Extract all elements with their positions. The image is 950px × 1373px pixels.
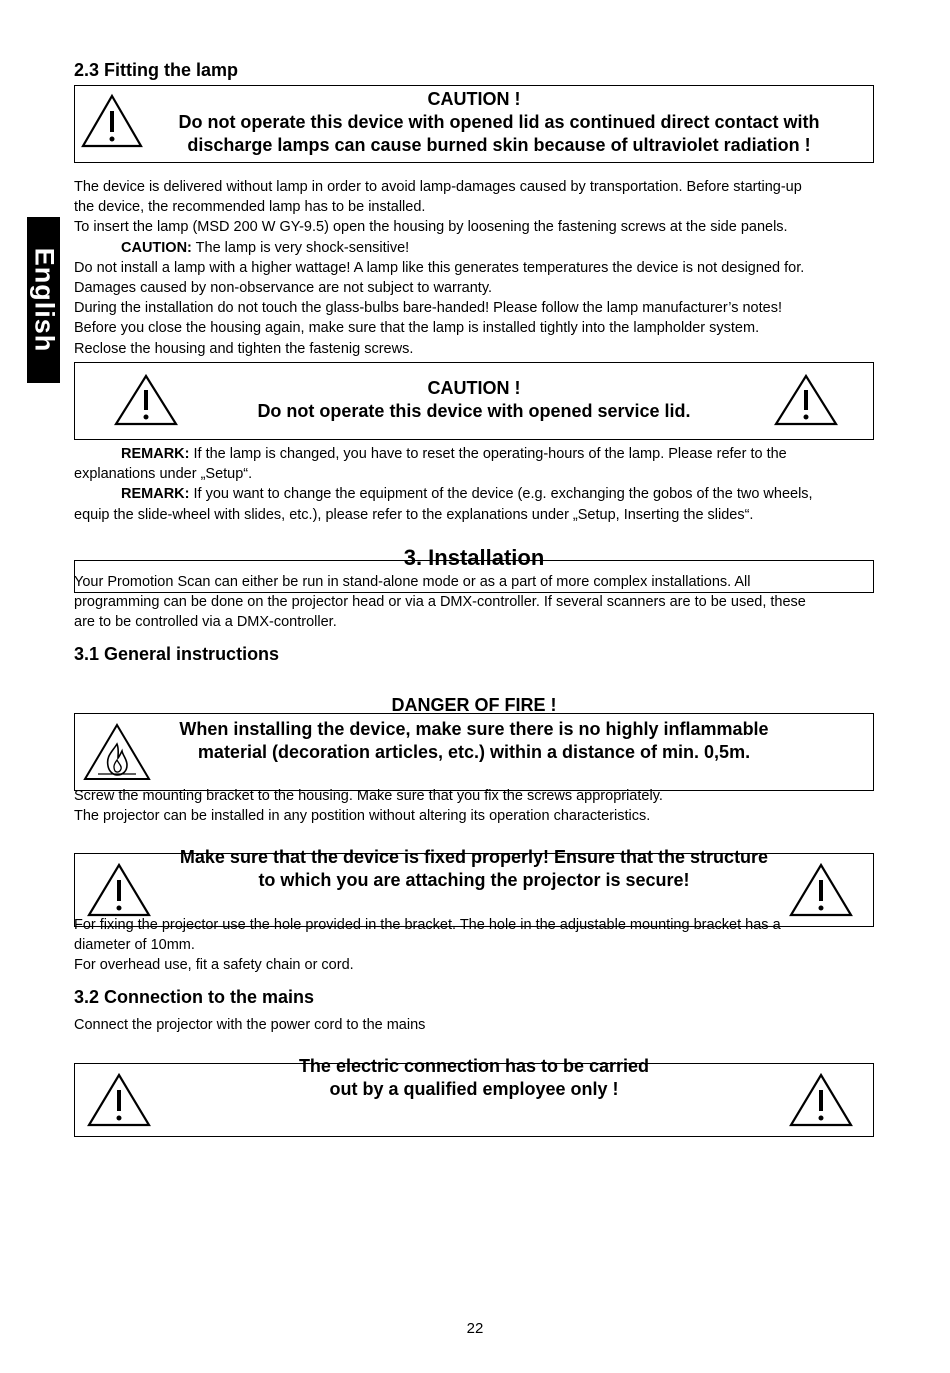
text-line: Damages caused by non-observance are not subject to warranty. <box>74 280 493 297</box>
text-line: the device, the recommended lamp has to be installed. <box>74 199 426 216</box>
lamp-instructions <box>74 177 804 359</box>
remark-text: If the lamp is changed, you have to reset the operating-hours of the lamp. Please refer to the <box>189 446 787 462</box>
remark-label: REMARK: <box>121 446 190 462</box>
caution-label: CAUTION: <box>121 239 192 256</box>
fixing-warning-text <box>74 846 874 892</box>
text-line: Your Promotion Scan can either be run in stand-alone mode or as a part of more complex installations. All <box>74 574 751 590</box>
caution-line: discharge lamps can cause burned skin because of ultraviolet radiation ! <box>187 135 811 155</box>
page-number: 22 <box>466 1320 484 1337</box>
text-line: The projector can be installed in any postition without altering its operation characteristics. <box>74 808 651 825</box>
section-heading-2-3: 2.3 Fitting the lamp <box>74 60 239 80</box>
caution-box-lid-text <box>74 88 874 157</box>
electric-warning-text <box>74 1055 874 1101</box>
text-line: To insert the lamp (MSD 200 W GY-9.5) open the housing by loosening the fastening screws at the side panels. <box>74 219 788 236</box>
text-line: explanations under „Setup“. <box>74 466 253 483</box>
caution-title: CAUTION ! <box>427 89 521 109</box>
warning-line: The electric connection has to be carried <box>298 1056 650 1076</box>
warning-line: Make sure that the device is fixed properly! Ensure that the structure <box>179 847 769 867</box>
text-line: For fixing the projector use the hole provided in the bracket. The hole in the adjustable mounting bracket has a <box>74 917 781 933</box>
caution-text: The lamp is very shock-sensitive! <box>191 239 410 256</box>
caution-line: Do not operate this device with opened lid as continued direct contact with <box>178 112 820 132</box>
remark-label: REMARK: <box>121 486 190 503</box>
caution-box-service-lid-text <box>74 377 874 423</box>
text-line: Screw the mounting bracket to the housing. Make sure that you fix the screws appropriately. <box>74 788 663 804</box>
text-line: Connect the projector with the power cord to the mains <box>74 1017 426 1033</box>
text-line <box>74 484 813 504</box>
warning-line: out by a qualified employee only ! <box>329 1079 619 1099</box>
text-line: equip the slide-wheel with slides, etc.), please refer to the explanations under „Setup, Inserting the slides“. <box>74 506 754 523</box>
warning-line: to which you are attaching the projector is secure! <box>258 870 690 890</box>
mains-text <box>74 1015 425 1035</box>
section-heading-3-1: 3.1 General instructions <box>74 644 280 664</box>
text-line: Do not install a lamp with a higher wattage! A lamp like this generates temperatures the device is not designed for. <box>74 259 805 276</box>
text-line: programming can be done on the projector head or via a DMX-controller. If several scanners are to be used, these <box>74 594 806 611</box>
remarks <box>74 444 813 525</box>
section-heading-3-2: 3.2 Connection to the mains <box>74 987 315 1007</box>
language-tab-label: English <box>29 247 59 353</box>
text-line: diameter of 10mm. <box>74 937 195 954</box>
danger-title: DANGER OF FIRE ! <box>391 695 557 715</box>
danger-line: material (decoration articles, etc.) within a distance of min. 0,5m. <box>197 742 751 762</box>
text-line <box>74 444 813 464</box>
text-line: are to be controlled via a DMX-controller. <box>74 614 337 631</box>
text-line: Reclose the housing and tighten the fastenig screws. <box>74 340 414 357</box>
text-line: During the installation do not touch the glass-bulbs bare-handed! Please follow the lamp manufacturer’s notes! <box>74 300 782 317</box>
text-line <box>74 238 804 258</box>
text-line: The device is delivered without lamp in order to avoid lamp-damages caused by transportation. Before starting-up <box>74 179 802 195</box>
installation-intro <box>74 572 806 633</box>
section-heading-3: 3. Installation <box>403 545 545 570</box>
text-line: For overhead use, fit a safety chain or cord. <box>74 957 354 974</box>
fixing-text <box>74 915 781 976</box>
language-tab <box>27 217 60 383</box>
mounting-text <box>74 786 663 826</box>
caution-title: CAUTION ! <box>427 378 521 398</box>
remark-text: If you want to change the equipment of the device (e.g. exchanging the gobos of the two wheels, <box>189 486 813 503</box>
danger-text <box>74 718 874 764</box>
danger-line: When installing the device, make sure there is no highly inflammable <box>179 719 769 739</box>
caution-line: Do not operate this device with opened service lid. <box>257 401 691 421</box>
text-line: Before you close the housing again, make sure that the lamp is installed tightly into the lampholder system. <box>74 320 760 337</box>
